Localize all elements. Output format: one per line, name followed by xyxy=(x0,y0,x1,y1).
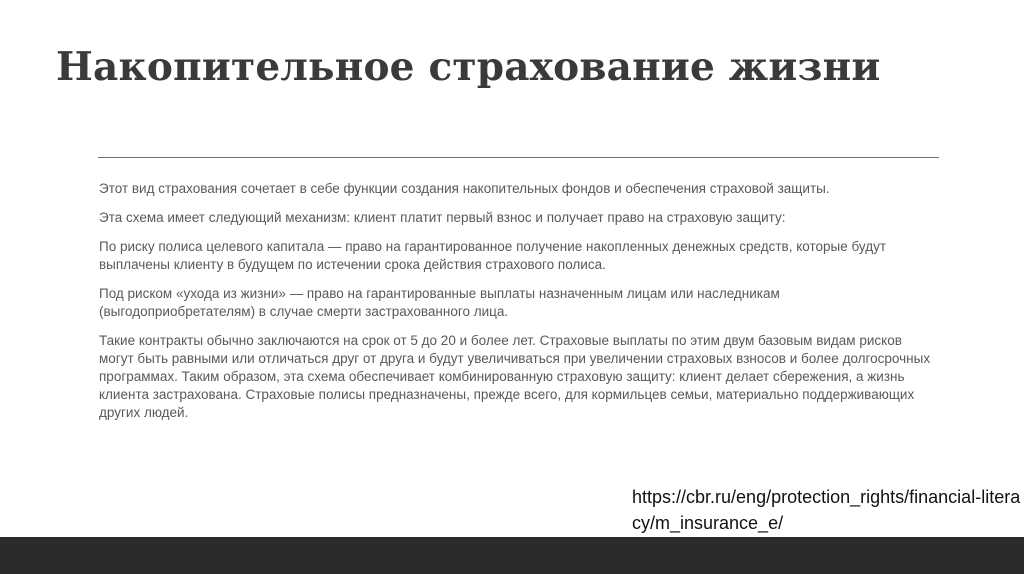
footer-bar xyxy=(0,537,1024,574)
slide-title: Накопительное страхование жизни xyxy=(56,44,881,90)
paragraph-mechanism: Эта схема имеет следующий механизм: клиент платит первый взнос и получает право на страховую защиту: xyxy=(99,210,786,225)
title-divider xyxy=(98,157,939,158)
paragraph-intro: Этот вид страхования сочетает в себе функции создания накопительных фондов и обеспечения страховой защиты. xyxy=(99,181,830,196)
slide-body xyxy=(99,180,939,433)
paragraph-death-risk: Под риском «ухода из жизни» — право на гарантированные выплаты назначенным лицам или наследникам (выгодоприобретателям) в случае смерти застрахованного лица. xyxy=(99,286,780,319)
paragraph-contracts: Такие контракты обычно заключаются на срок от 5 до 20 и более лет. Страховые выплаты по этим двум базовым видам рисков могут быть равными или отличаться друг от друга и будут увеличиваться при увеличении страховых взносов и более долгосрочных программах. Таким образом, эта схема обеспечивает комбинированную страховую защиту: клиент делает сбережения, а жизнь клиента застрахована. Страховые полисы предназначены, прежде всего, для кормильцев семьи, материально поддерживающих других людей. xyxy=(99,333,931,420)
source-link[interactable]: https://cbr.ru/eng/protection_rights/financial-literacy/m_insurance_e/ xyxy=(632,487,1021,533)
paragraph-capital-risk: По риску полиса целевого капитала — право на гарантированное получение накопленных денежных средств, которые будут выплачены клиенту в будущем по истечении срока действия страхового полиса. xyxy=(99,239,887,272)
